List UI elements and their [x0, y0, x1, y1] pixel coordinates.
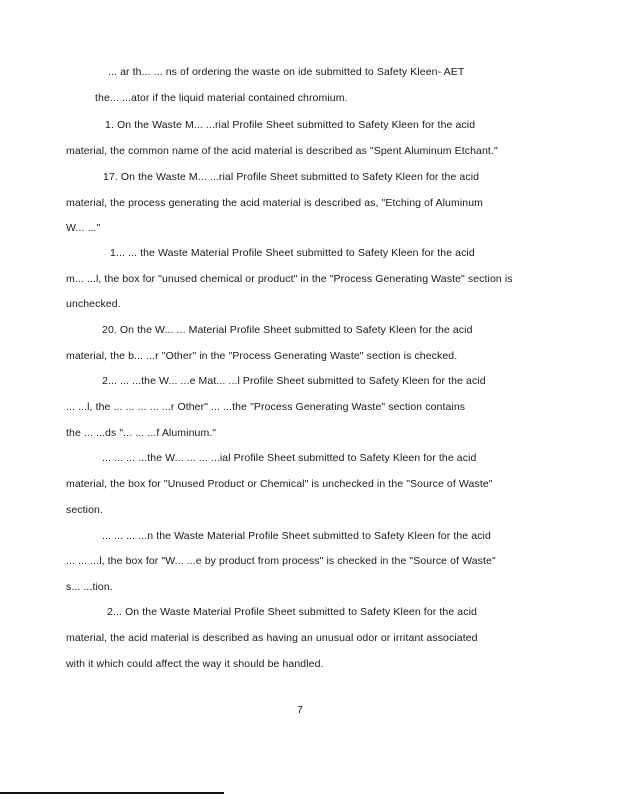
text-line: 2... ... ...the W... ...e Mat... ...l Profile Sheet submitted to Safety Kleen for the acid	[102, 375, 486, 387]
text-line: the ... ...ds "... ... ...f Aluminum."	[66, 427, 217, 439]
text-line: material, the process generating the acid material is described as, "Etching of Aluminum	[66, 197, 483, 209]
text-line: ... ... ... ...the W... ... ... ...ial Profile Sheet submitted to Safety Kleen for the acid	[102, 452, 477, 464]
text-line: unchecked.	[66, 298, 121, 310]
text-line: W... ..."	[66, 222, 101, 234]
text-line: 1... ... the Waste Material Profile Sheet submitted to Safety Kleen for the acid	[110, 247, 475, 259]
text-line: 2... On the Waste Material Profile Sheet submitted to Safety Kleen for the acid	[107, 606, 477, 618]
text-line: section.	[66, 504, 103, 516]
text-line: with it which could affect the way it should be handled.	[66, 658, 324, 670]
text-line: s... ...tion.	[66, 581, 113, 593]
text-line: ... ar th... ... ns of ordering the waste on ide submitted to Safety Kleen- AET	[108, 66, 465, 78]
text-line: ... ...l, the ... ... ... ... ...r Other" ... ...the "Process Generating Waste" section contains	[66, 401, 466, 413]
text-line: 17. On the Waste M... ...rial Profile Sheet submitted to Safety Kleen for the acid	[103, 171, 480, 183]
footer-divider	[0, 792, 224, 794]
text-line: ... ... ... ...n the Waste Material Profile Sheet submitted to Safety Kleen for the acid	[102, 530, 491, 542]
text-line: 1. On the Waste M... ...rial Profile Sheet submitted to Safety Kleen for the acid	[105, 119, 476, 131]
text-line: material, the b... ...r "Other" in the "Process Generating Waste" section is checked.	[66, 350, 458, 362]
text-line: m... ...l, the box for "unused chemical or product" in the "Process Generating Waste" section is	[66, 273, 513, 285]
text-line: ... ... ...l, the box for "W... ...e by product from process" is checked in the "Source of Waste"	[66, 555, 496, 567]
text-line: 20. On the W... ... Material Profile Sheet submitted to Safety Kleen for the acid	[102, 324, 473, 336]
text-line: material, the acid material is described as having an unusual odor or irritant associated	[66, 632, 478, 644]
page-number: 7	[297, 704, 303, 716]
text-line: material, the box for "Unused Product or Chemical" is unchecked in the "Source of Waste"	[66, 478, 493, 490]
text-line: the... ...ator if the liquid material contained chromium.	[95, 92, 348, 104]
text-line: material, the common name of the acid material is described as "Spent Aluminum Etchant."	[66, 145, 498, 157]
